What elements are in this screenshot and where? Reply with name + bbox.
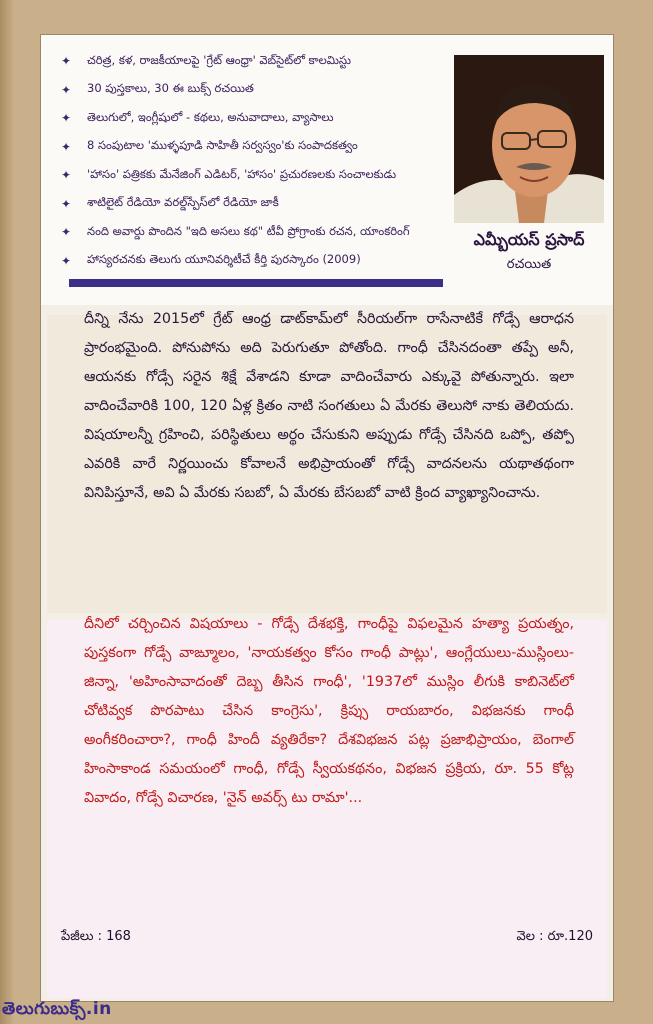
bio-item: ✦ తెలుగులో, ఇంగ్లీషులో - కథలు, అనువాదాలు, వ్యాసాలు: [61, 109, 334, 126]
bio-list: [61, 47, 456, 275]
blurb-paragraph: దీన్ని నేను 2015లో గ్రేట్ ఆంధ్ర డాట్‌కామ్‌లో సీరియల్‌గా రాసేనాటికే గోడ్సే ఆరాధన ప్రారంభమైంది. పోనుపోను అది పెరుగుతూ పోతోంది. గాంధీ చేసినదంతా తప్పే అనీ, ఆయనకు గోడ్సే సరైన శిక్షే వేశాడని కూడా వాదించేవారు ఎక్కువై పోతున్నారు. ఇలా వాదించేవారికి 100, 120 ఏళ్ల క్రితం నాటి సంగతులు ఏ మేరకు తెలుసో నాకు తెలియదు. విషయాలన్నీ గ్రహించి, పరిస్థితులు అర్థం చేసుకుని అప్పుడు గోడ్సే చేసినది ఒప్పో, తప్పో ఎవరికి వారే నిర్ణయించు కోవాలనే అభిప్రాయంతో గోడ్సే వాదనలను యథాతథంగా వినిపిస్తూనే, అవి ఏ మేరకు సబబో, ఏ మేరకు బేసబబో వాటి క్రింద వ్యాఖ్యానించాను.: [84, 311, 574, 501]
page-count: పేజీలు : 168: [61, 929, 131, 944]
diamond-star-icon: ✦: [61, 54, 72, 69]
author-role: రచయిత: [506, 257, 552, 272]
diamond-star-icon: ✦: [61, 168, 72, 183]
diamond-star-icon: ✦: [61, 82, 72, 97]
bio-item: ✦ శాటిలైట్ రేడియో వరల్డ్‌స్పేస్‌లో రేడియో జాకీ: [61, 195, 279, 211]
bio-item: ✦ 8 సంపుటాల 'ముళ్ళపూడి సాహితీ సర్వస్వం'కు సంపాదకత్వం: [61, 138, 358, 154]
book-spine-edge: [0, 0, 14, 1024]
bio-item: ✦ 'హాసం' పత్రికకు మేనేజింగ్ ఎడిటర్, 'హాసం' ప్రచురణలకు సంచాలకుడు: [61, 166, 397, 183]
diamond-star-icon: ✦: [61, 196, 72, 211]
author-portrait-icon: [454, 55, 604, 223]
back-cover-panel: [40, 34, 614, 1002]
topics-paragraph: దీనిలో చర్చించిన విషయాలు - గోడ్సే దేశభక్తి, గాంధీపై విఫలమైన హత్యా ప్రయత్నం, పుస్తకంగా గోడ్సే వాఙ్మూలం, 'నాయకత్వం కోసం గాంధీ పాట్లు', ఆంగ్లేయులు-ముస్లింలు-జిన్నా, 'అహింసావాదంతో దెబ్బ తీసిన గాంధీ', '1937లో ముస్లిం లీగుకి కాబినెట్‌లో చోటివ్వక పొరపాటు చేసిన కాంగ్రెసు', క్రిప్సు రాయబారం, విభజనకు గాంధీ అంగీకరించారా?, గాంధీ హిందీ వ్యతిరేకా? దేశవిభజన పట్ల ప్రజాభిప్రాయం, బెంగాల్ హింసాకాండ సమయంలో గాంధీ, గోడ్సే స్వీయకథనం, విభజన ప్రక్రియ, రూ. 55 కోట్ల వివాదం, గోడ్సే విచారణ, 'నైన్ అవర్స్ టు రామా'...: [84, 616, 574, 806]
bio-item: ✦ హాస్యరచనకు తెలుగు యూనివర్శిటీచే కీర్తి పురస్కారం (2009): [61, 252, 361, 268]
book-price: వెల : రూ.120: [516, 929, 593, 944]
diamond-star-icon: ✦: [61, 225, 72, 240]
bio-item: ✦ నంది అవార్డు పొందిన "ఇది అసలు కథ" టీవీ ప్రోగ్రాంకు రచన, యాంకరింగ్: [61, 223, 410, 240]
author-photo: [454, 55, 604, 223]
diamond-star-icon: ✦: [61, 139, 72, 154]
accent-divider-bar: [69, 279, 443, 287]
bio-item: ✦ 30 పుస్తకాలు, 30 ఈ బుక్స్ రచయిత: [61, 81, 254, 97]
author-name: ఎమ్బీయస్ ప్రసాద్: [473, 230, 585, 249]
diamond-star-icon: ✦: [61, 111, 72, 126]
site-watermark: తెలుగుబుక్స్.in: [2, 999, 112, 1019]
bio-item: ✦ చరిత్ర, కళ, రాజకీయాలపై 'గ్రేట్ ఆంధ్రా' వెబ్‌సైట్‌లో కాలమిస్టు: [61, 52, 351, 69]
author-bio-section: [41, 35, 613, 305]
diamond-star-icon: ✦: [61, 253, 72, 268]
